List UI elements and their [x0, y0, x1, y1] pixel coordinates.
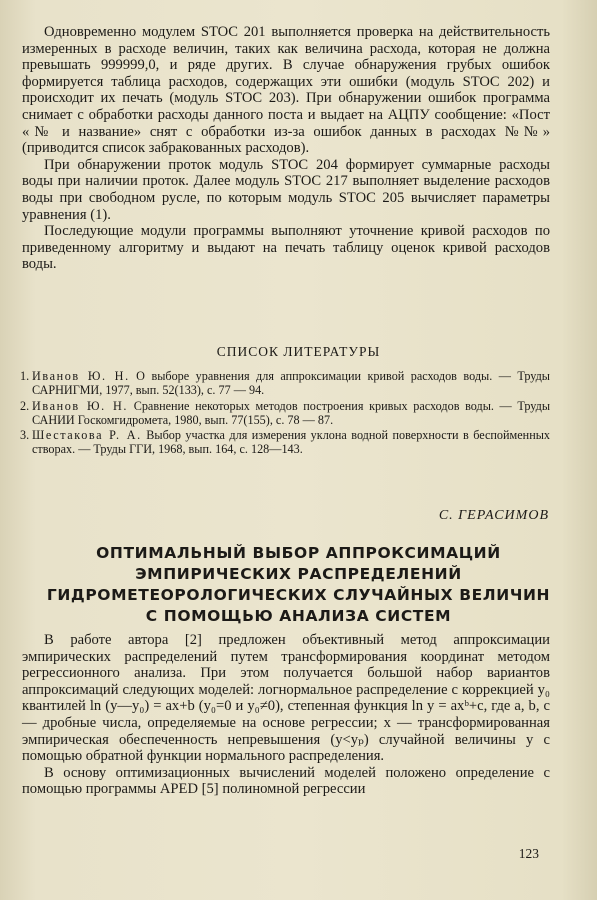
paragraph-3: Последующие модули программы выполняют уточнение кривой расходов по приведенному алгоритму и выдают на печать таблицу оценок кривой расходов воды.: [22, 223, 550, 273]
paragraph-1: Одновременно модулем STOC 201 выполняется проверка на действительность измеренных в расходе величин, таких как величина расхода, которая не должна превышать 999999,0, и ряде других. В случае обнаружения грубых ошибок формируется таблица расходов, содержащих эти ошибки (модуль STOC 202) и происходит их печать (модуль STOC 203). При обнаружении ошибок программа снимает с обработки расходы данного поста и выдает на АЦПУ сообщение: «Пост «№ и название» снят с обработки из-за ошибок данных в расходах №№» (приводится список забракованных расходов).: [22, 24, 550, 157]
reference-text: О выборе уравнения для аппроксимации кривой расходов воды. — Труды САРНИГМИ, 1977, вып. 52(133), с. 77 — 94.: [32, 369, 550, 398]
article-author: С. ГЕРАСИМОВ: [438, 508, 549, 523]
paragraph-2: При обнаружении проток модуль STOC 204 формирует суммарные расходы воды при наличии проток. Далее модуль STOC 217 выполняет выделение расходов воды при свободном русле, по которым модуль STOC 205 вычисляет параметры уравнения (1).: [22, 156, 550, 223]
article-title: [0, 543, 597, 627]
title-line: ГИДРОМЕТЕОРОЛОГИЧЕСКИХ СЛУЧАЙНЫХ ВЕЛИЧИН: [46, 586, 551, 604]
page-number: 123: [518, 846, 539, 861]
title-line: ОПТИМАЛЬНЫЙ ВЫБОР АППРОКСИМАЦИЙ: [96, 544, 501, 562]
reference-author: Иванов Ю. Н.: [32, 369, 130, 383]
references-title: СПИСОК ЛИТЕРАТУРЫ: [216, 344, 381, 359]
reference-item: [20, 428, 550, 457]
article-paragraph-1: В работе автора [2] предложен объективный метод аппроксимации эмпирических распределений путем трансформирования координат методом регрессионного анализа. При этом получается большой набор вариантов аппроксимаций следующих моделей: логнормальное распределение с коррекцией y₀ квантилей ln (y—y₀) = ax+b (y₀=0 и y₀≠0), степенная функция ln y = axᵇ+c, где a, b, c — дробные числа, определяемые на основе регрессии; x — трансформированная эмпирическая обеспеченность непревышения (y<yₚ) случайной величины y с помощью обратной функции нормального распределения.: [22, 632, 550, 765]
reference-author: Иванов Ю. Н.: [32, 398, 129, 413]
article-body: [22, 632, 550, 798]
continued-text: [22, 24, 550, 273]
reference-item: [20, 399, 550, 428]
reference-text: Сравнение некоторых методов построения кривых расходов воды. — Труды САНИИ Госкомгидромета, 1980, вып. 77(155), с. 78 — 87.: [32, 398, 551, 427]
reference-number: 1.: [20, 369, 30, 383]
reference-text: Выбор участка для измерения уклона водной поверхности в беспойменных створах. — Труды ГГИ, 1968, вып. 164, с. 128—143.: [32, 428, 551, 457]
references-list: [20, 369, 550, 458]
reference-number: 2.: [20, 398, 30, 413]
title-line: С ПОМОЩЬЮ АНАЛИЗА СИСТЕМ: [145, 607, 452, 625]
reference-author: Шестакова Р. А.: [32, 428, 142, 443]
article-paragraph-2: В основу оптимизационных вычислений моделей положено определение с помощью программы APED [5] полиномной регрессии: [22, 764, 550, 798]
title-line: ЭМПИРИЧЕСКИХ РАСПРЕДЕЛЕНИЙ: [135, 565, 462, 583]
reference-item: [20, 369, 550, 398]
reference-number: 3.: [20, 428, 30, 443]
